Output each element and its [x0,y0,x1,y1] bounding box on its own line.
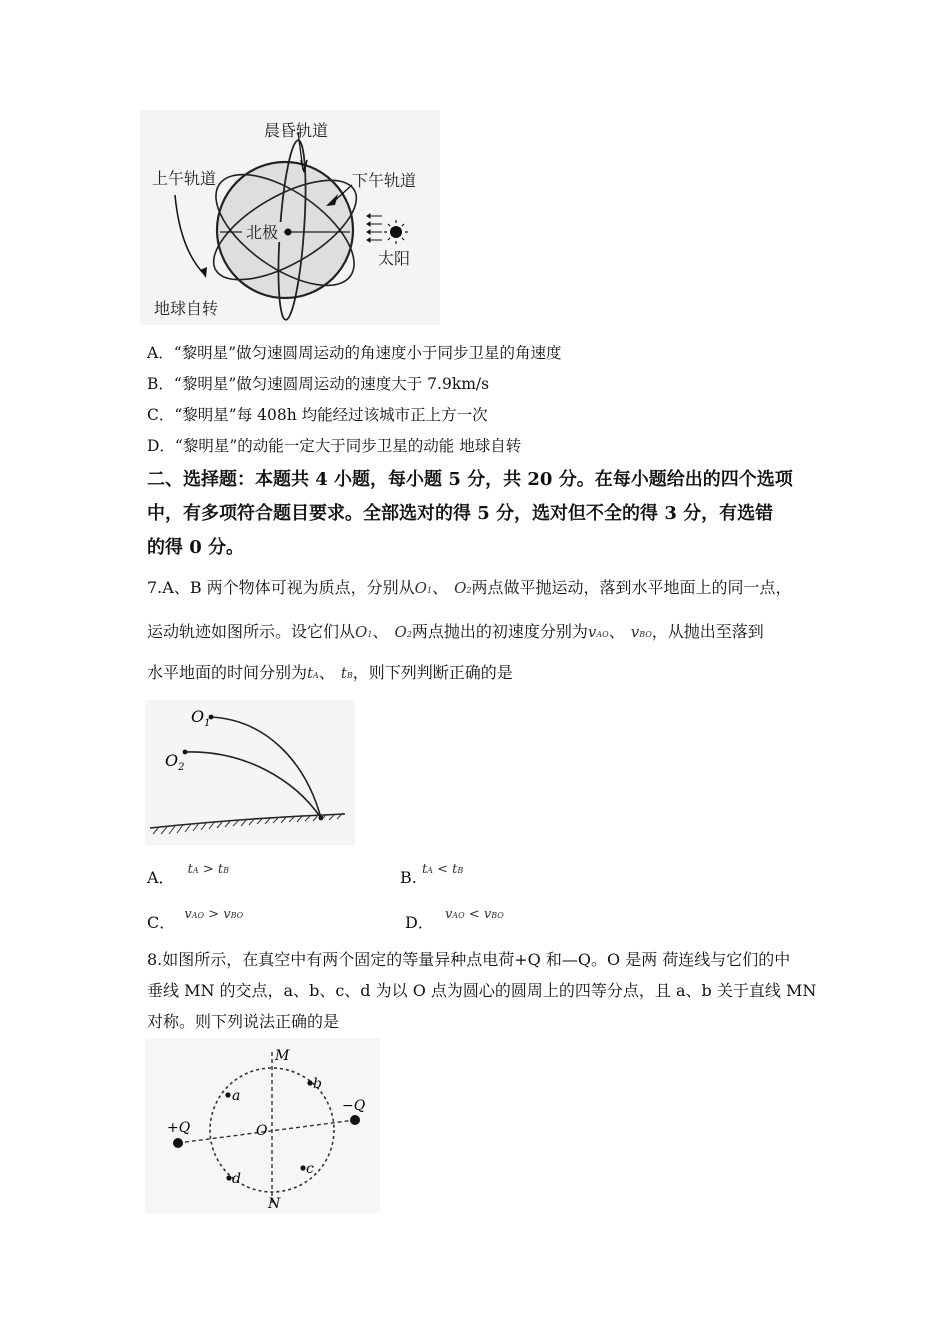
section2-line2: 中，有多项符合题目要求。全部选对的得 5 分，选对但不全的得 3 分，有选错 [147,503,774,524]
label-c: c [306,1161,314,1177]
q6-option-b: B．“黎明星”做匀速圆周运动的速度大于 7.9km/s [147,375,490,393]
orbit-figure [140,110,440,325]
q7-line2: 运动轨迹如图所示。设它们从O1、 O2两点抛出的初速度分别为vAO、 vBO，从抛出至落到 [147,622,764,641]
q6-option-d: D．“黎明星”的动能一定大于同步卫星的动能 地球自转 [147,437,522,455]
section2-line3: 的得 0 分。 [147,537,245,558]
north-pole-label: 北极 [246,223,279,242]
charges-figure [145,1038,380,1213]
label-b: b [313,1076,322,1092]
label-a: a [232,1088,241,1104]
label-M: M [275,1048,290,1064]
q7-option-a: A． $^{tA > tB}$ [147,862,229,887]
q8-line3: 对称。则下列说法正确的是 [147,1012,340,1031]
q8-line1: 8.如图所示，在真空中有两个固定的等量异种点电荷+Q 和—Q。O 是两 荷连线与它们的中 [147,950,791,969]
label-d: d [232,1171,241,1187]
q6-option-a: A．“黎明星”做匀速圆周运动的角速度小于同步卫星的角速度 [147,344,562,362]
o2-label: $O_2$ [165,751,185,773]
o1-label: $O_1$ [191,707,211,729]
q7-option-d: D． $^{vAO < vBO}$ [405,907,504,932]
q6-option-c: C．“黎明星”每 408h 均能经过该城市正上方一次 [147,406,488,424]
q8-line2: 垂线 MN 的交点，a、b、c、d 为以 O 点为圆心的圆周上的四等分点，且 a、b 关于直线 MN [147,981,817,1000]
q7-option-c: C． $^{vAO > vBO}$ [147,907,244,932]
label-O: O [256,1123,268,1139]
q7-option-b: B. $^{tA < tB}$ [400,862,464,887]
sun-label: 太阳 [378,249,411,268]
afternoon-orbit-label: 下午轨道 [352,171,417,190]
q7-line1: 7.A、B 两个物体可视为质点，分别从O1、 O2两点做平抛运动，落到水平地面上的同一点， [147,578,792,597]
label-plus-q: +Q [167,1120,191,1136]
terminator-orbit-label: 晨昏轨道 [264,121,329,140]
projectile-figure [145,700,355,845]
label-minus-q: −Q [342,1098,366,1114]
label-N: N [268,1196,281,1212]
earth-rotation-label: 地球自转 [154,299,219,318]
morning-orbit-label: 上午轨道 [152,169,217,188]
q7-line3: 水平地面的时间分别为tA、 tB，则下列判断正确的是 [147,663,513,682]
section2-line1: 二、选择题：本题共 4 小题，每小题 5 分，共 20 分。在每小题给出的四个选项 [147,469,793,490]
